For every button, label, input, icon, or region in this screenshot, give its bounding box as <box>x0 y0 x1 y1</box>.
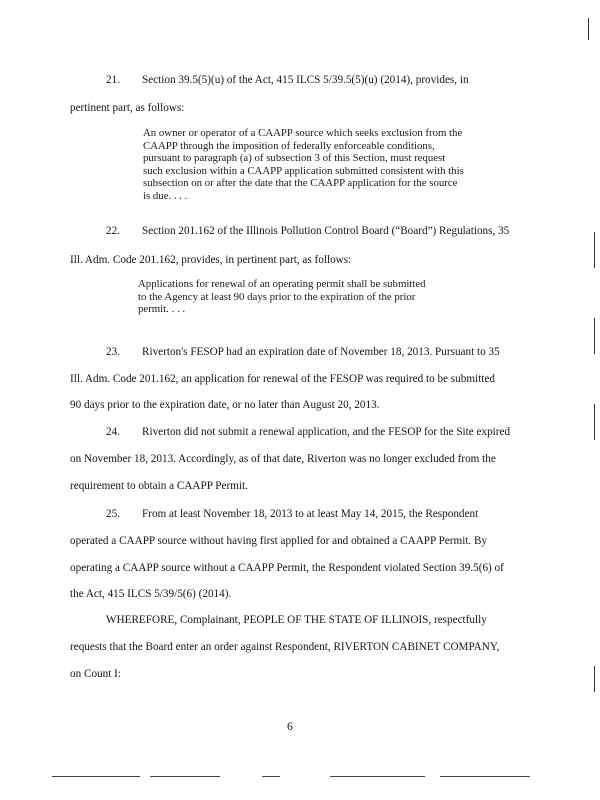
quote-line: Applications for renewal of an operating permit shall be submitted <box>138 278 426 290</box>
scan-bottom-rule <box>150 776 220 777</box>
scan-bottom-rule <box>440 776 530 777</box>
quote-line: such exclusion within a CAAPP application submitted consistent with this <box>143 164 464 177</box>
paragraph-number: 22. <box>106 225 120 237</box>
paragraph-23-line-2: Ill. Adm. Code 201.162, an application for renewal of the FESOP was required to be submitted <box>70 373 495 385</box>
paragraph-25-line-3: operating a CAAPP source without a CAAPP Permit, the Respondent violated Section 39.5(6) of <box>70 562 504 574</box>
scan-bottom-rule <box>262 776 280 777</box>
scan-margin-mark <box>588 18 589 40</box>
paragraph-text: Section 201.162 of the Illinois Pollution Control Board (“Board”) Regulations, 35 <box>142 225 510 237</box>
paragraph-text: Riverton's FESOP had an expiration date of November 18, 2013. Pursuant to 35 <box>142 346 500 358</box>
scan-margin-mark <box>594 318 595 354</box>
wherefore-line-1: WHEREFORE, Complainant, PEOPLE OF THE STATE OF ILLINOIS, respectfully <box>106 614 487 626</box>
scan-bottom-rule <box>330 776 425 777</box>
paragraph-text: Riverton did not submit a renewal application, and the FESOP for the Site expired <box>142 426 511 438</box>
paragraph-21-line-2: pertinent part, as follows: <box>70 102 185 114</box>
paragraph-22-line-2: Ill. Adm. Code 201.162, provides, in pertinent part, as follows: <box>70 254 352 266</box>
paragraph-25-line-4: the Act, 415 ILCS 5/39/5(6) (2014). <box>70 588 232 600</box>
quote-line: pursuant to paragraph (a) of subsection 3 of this Section, must request <box>143 152 446 165</box>
paragraph-number: 21. <box>106 74 120 86</box>
scan-margin-mark <box>594 666 595 692</box>
paragraph-23-line-3: 90 days prior to the expiration date, or no later than August 20, 2013. <box>70 399 380 411</box>
wherefore-line-2: requests that the Board enter an order against Respondent, RIVERTON CABINET COMPANY, <box>70 641 500 653</box>
quote-line: subsection on or after the date that the CAAPP application for the source <box>143 177 458 190</box>
quote-line: to the Agency at least 90 days prior to the expiration of the prior <box>138 290 416 303</box>
paragraph-25-line-1 <box>106 507 478 521</box>
quote-line: is due. . . . <box>143 189 188 202</box>
page-number: 6 <box>287 721 293 733</box>
scan-margin-mark <box>594 404 595 440</box>
quote-line: An owner or operator of a CAAPP source which seeks exclusion from the <box>143 127 463 139</box>
paragraph-22-line-1 <box>106 224 509 238</box>
paragraph-25-line-2: operated a CAAPP source without having first applied for and obtained a CAAPP Permit. By <box>70 535 488 547</box>
scan-bottom-rule <box>52 776 140 777</box>
paragraph-24-line-2: on November 18, 2013. Accordingly, as of that date, Riverton was no longer excluded from the <box>70 453 496 465</box>
quote-line: CAAPP through the imposition of federally enforceable conditions, <box>143 139 435 152</box>
wherefore-line-3: on Count I: <box>70 668 121 680</box>
paragraph-24-line-3: requirement to obtain a CAAPP Permit. <box>70 480 248 492</box>
paragraph-21-line-1 <box>106 73 469 87</box>
paragraph-number: 23. <box>106 346 120 358</box>
paragraph-number: 25. <box>106 508 120 520</box>
paragraph-23-line-1 <box>106 345 500 359</box>
paragraph-number: 24. <box>106 426 120 438</box>
paragraph-text: From at least November 18, 2013 to at least May 14, 2015, the Respondent <box>142 508 479 520</box>
paragraph-24-line-1 <box>106 425 510 439</box>
scan-margin-mark <box>594 232 595 268</box>
paragraph-text: Section 39.5(5)(u) of the Act, 415 ILCS 5/39.5(5)(u) (2014), provides, in <box>142 74 469 86</box>
block-quote-39-5 <box>143 127 464 203</box>
quote-line: permit. . . . <box>138 303 186 316</box>
block-quote-201-162 <box>138 278 426 316</box>
